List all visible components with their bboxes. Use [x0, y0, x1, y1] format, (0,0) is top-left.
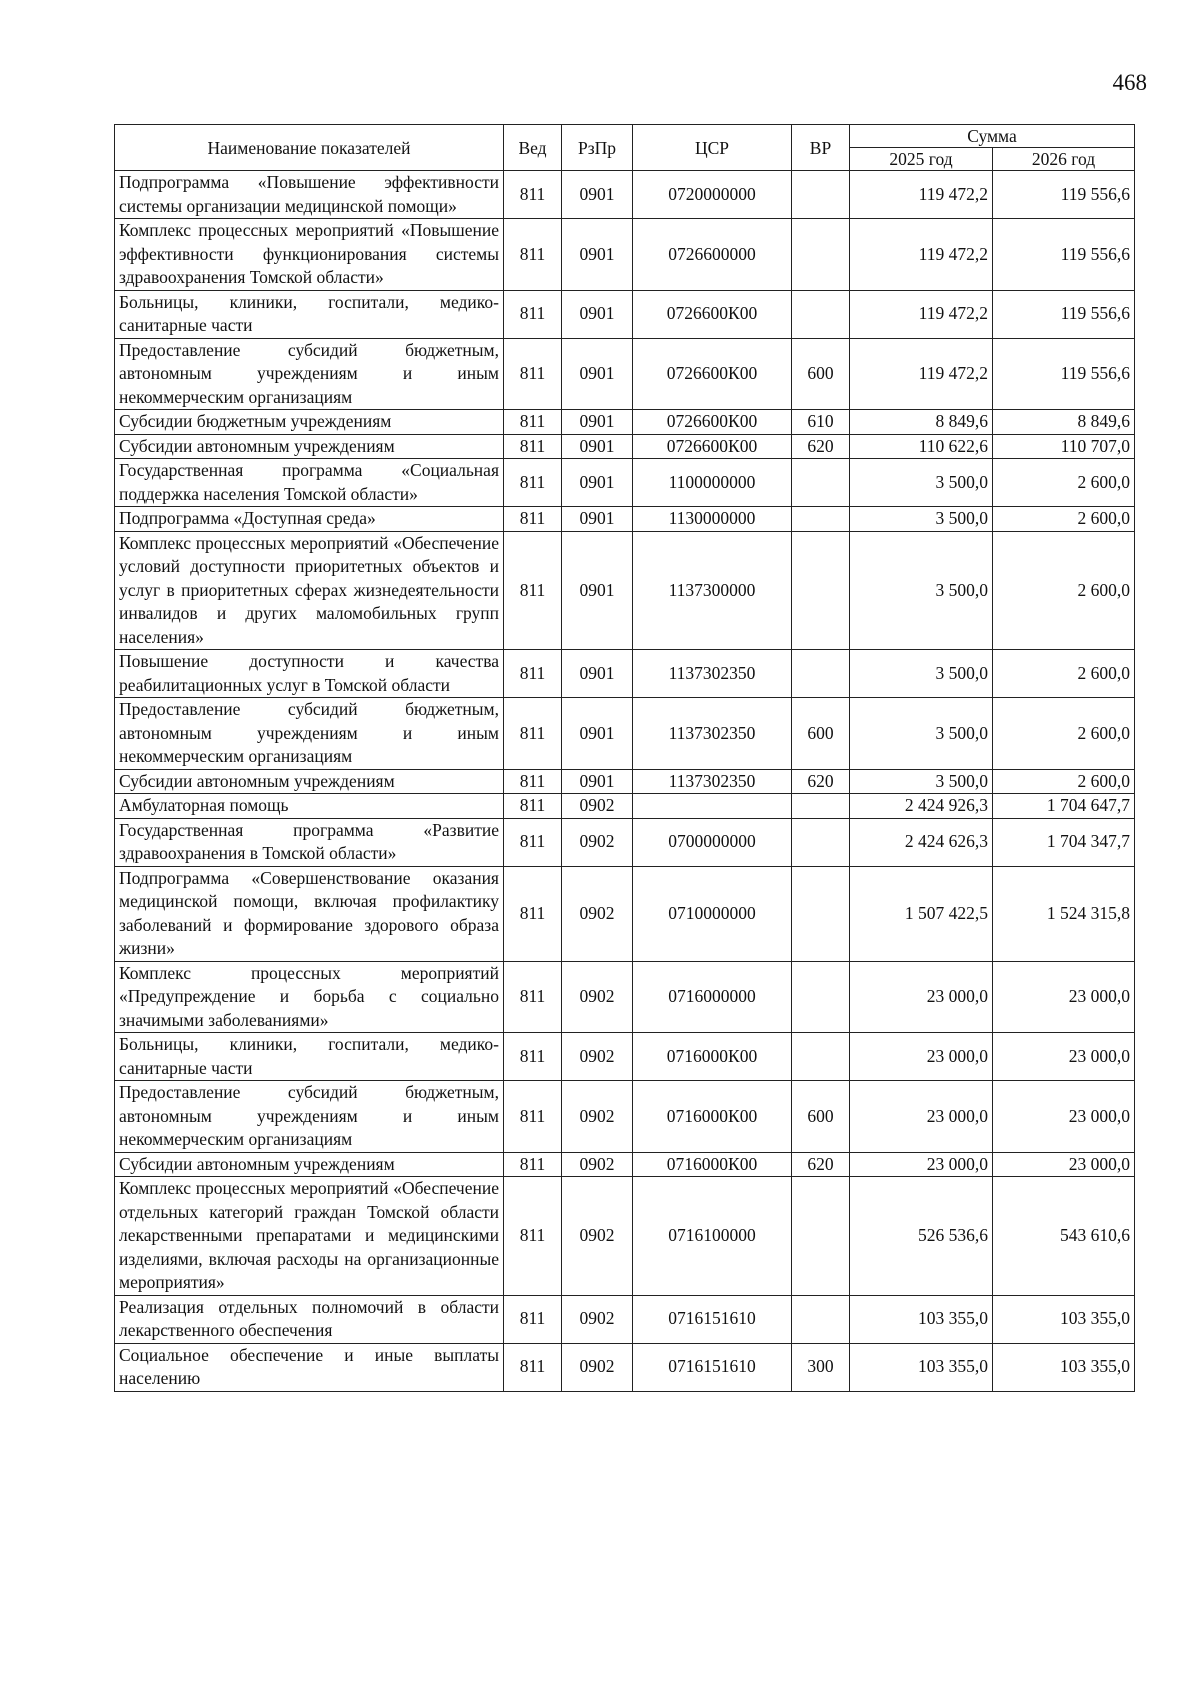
cell-rzpr: 0902	[562, 1295, 633, 1343]
cell-rzpr: 0901	[562, 531, 633, 650]
cell-name: Комплекс процессных мероприятий «Повышение эффективности функционирования системы здравоохранения Томской области»	[115, 219, 504, 291]
budget-table	[114, 124, 1135, 1392]
cell-sum-2026: 119 556,6	[993, 219, 1135, 291]
cell-vr	[792, 818, 850, 866]
cell-csr: 0716000К00	[633, 1152, 792, 1177]
table-row	[115, 507, 1135, 532]
cell-sum-2025: 119 472,2	[850, 290, 993, 338]
cell-rzpr: 0901	[562, 434, 633, 459]
cell-csr: 0716100000	[633, 1177, 792, 1296]
cell-ved: 811	[504, 650, 562, 698]
cell-vr	[792, 650, 850, 698]
cell-csr: 0720000000	[633, 171, 792, 219]
cell-name: Подпрограмма «Повышение эффективности системы организации медицинской помощи»	[115, 171, 504, 219]
cell-ved: 811	[504, 338, 562, 410]
cell-vr	[792, 961, 850, 1033]
cell-ved: 811	[504, 531, 562, 650]
cell-sum-2025: 110 622,6	[850, 434, 993, 459]
cell-sum-2026: 2 600,0	[993, 507, 1135, 532]
table-row	[115, 1033, 1135, 1081]
cell-name: Комплекс процессных мероприятий «Предупреждение и борьба с социально значимыми заболеваниями»	[115, 961, 504, 1033]
cell-rzpr: 0901	[562, 338, 633, 410]
cell-vr: 600	[792, 1081, 850, 1153]
cell-sum-2026: 23 000,0	[993, 1152, 1135, 1177]
cell-rzpr: 0902	[562, 1081, 633, 1153]
cell-sum-2026: 103 355,0	[993, 1343, 1135, 1391]
cell-vr: 600	[792, 338, 850, 410]
table-header	[115, 125, 1135, 171]
header-vr: ВР	[792, 125, 850, 171]
table-row	[115, 434, 1135, 459]
cell-rzpr: 0901	[562, 459, 633, 507]
cell-name: Субсидии автономным учреждениям	[115, 1152, 504, 1177]
cell-ved: 811	[504, 290, 562, 338]
cell-sum-2026: 119 556,6	[993, 338, 1135, 410]
cell-csr: 0726600000	[633, 219, 792, 291]
cell-vr	[792, 794, 850, 819]
cell-vr: 600	[792, 698, 850, 770]
cell-vr: 620	[792, 769, 850, 794]
cell-rzpr: 0902	[562, 1177, 633, 1296]
table-row	[115, 961, 1135, 1033]
cell-name: Подпрограмма «Доступная среда»	[115, 507, 504, 532]
cell-rzpr: 0902	[562, 866, 633, 961]
cell-ved: 811	[504, 219, 562, 291]
cell-sum-2025: 23 000,0	[850, 1152, 993, 1177]
cell-sum-2026: 2 600,0	[993, 459, 1135, 507]
cell-sum-2026: 2 600,0	[993, 531, 1135, 650]
cell-sum-2026: 23 000,0	[993, 1033, 1135, 1081]
table-row	[115, 171, 1135, 219]
cell-sum-2026: 23 000,0	[993, 961, 1135, 1033]
cell-vr	[792, 459, 850, 507]
cell-name: Комплекс процессных мероприятий «Обеспечение условий доступности приоритетных объектов и услуг в приоритетных сферах жизнедеятельности инвалидов и других маломобильных групп населения»	[115, 531, 504, 650]
table-row	[115, 769, 1135, 794]
cell-sum-2025: 23 000,0	[850, 961, 993, 1033]
cell-rzpr: 0902	[562, 794, 633, 819]
cell-csr: 0726600К00	[633, 290, 792, 338]
cell-rzpr: 0901	[562, 219, 633, 291]
cell-csr: 1137302350	[633, 698, 792, 770]
cell-vr: 620	[792, 1152, 850, 1177]
table-row	[115, 410, 1135, 435]
cell-vr	[792, 219, 850, 291]
table-row	[115, 459, 1135, 507]
cell-name: Предоставление субсидий бюджетным, автономным учреждениям и иным некоммерческим организациям	[115, 1081, 504, 1153]
header-csr: ЦСР	[633, 125, 792, 171]
table-row	[115, 219, 1135, 291]
cell-sum-2026: 2 600,0	[993, 698, 1135, 770]
header-rzpr: РзПр	[562, 125, 633, 171]
cell-csr: 1137300000	[633, 531, 792, 650]
cell-rzpr: 0901	[562, 290, 633, 338]
table-row	[115, 1295, 1135, 1343]
cell-rzpr: 0901	[562, 410, 633, 435]
cell-rzpr: 0901	[562, 769, 633, 794]
table-row	[115, 866, 1135, 961]
cell-sum-2026: 119 556,6	[993, 290, 1135, 338]
cell-name: Государственная программа «Развитие здравоохранения в Томской области»	[115, 818, 504, 866]
cell-ved: 811	[504, 961, 562, 1033]
cell-ved: 811	[504, 434, 562, 459]
cell-rzpr: 0901	[562, 171, 633, 219]
cell-sum-2025: 119 472,2	[850, 338, 993, 410]
cell-rzpr: 0902	[562, 1033, 633, 1081]
table-row	[115, 338, 1135, 410]
cell-sum-2025: 3 500,0	[850, 507, 993, 532]
cell-sum-2025: 3 500,0	[850, 459, 993, 507]
cell-sum-2026: 2 600,0	[993, 769, 1135, 794]
cell-csr: 1137302350	[633, 650, 792, 698]
table-row	[115, 1152, 1135, 1177]
cell-name: Предоставление субсидий бюджетным, автономным учреждениям и иным некоммерческим организациям	[115, 698, 504, 770]
cell-csr: 0710000000	[633, 866, 792, 961]
cell-csr: 1130000000	[633, 507, 792, 532]
cell-rzpr: 0901	[562, 507, 633, 532]
cell-rzpr: 0902	[562, 961, 633, 1033]
page-number: 468	[1112, 70, 1147, 95]
cell-sum-2026: 103 355,0	[993, 1295, 1135, 1343]
cell-sum-2026: 2 600,0	[993, 650, 1135, 698]
cell-sum-2025: 8 849,6	[850, 410, 993, 435]
table-row	[115, 1081, 1135, 1153]
cell-name: Государственная программа «Социальная поддержка населения Томской области»	[115, 459, 504, 507]
cell-csr: 1137302350	[633, 769, 792, 794]
cell-rzpr: 0902	[562, 818, 633, 866]
cell-vr	[792, 171, 850, 219]
cell-ved: 811	[504, 866, 562, 961]
cell-ved: 811	[504, 410, 562, 435]
cell-ved: 811	[504, 1081, 562, 1153]
cell-vr: 610	[792, 410, 850, 435]
cell-csr	[633, 794, 792, 819]
cell-ved: 811	[504, 698, 562, 770]
header-year-2025: 2025 год	[850, 148, 993, 171]
cell-sum-2025: 23 000,0	[850, 1033, 993, 1081]
cell-vr	[792, 866, 850, 961]
table-row	[115, 794, 1135, 819]
header-name: Наименование показателей	[115, 125, 504, 171]
cell-name: Больницы, клиники, госпитали, медико-санитарные части	[115, 1033, 504, 1081]
cell-ved: 811	[504, 818, 562, 866]
table-body	[115, 171, 1135, 1392]
cell-csr: 0716000000	[633, 961, 792, 1033]
cell-sum-2026: 1 524 315,8	[993, 866, 1135, 961]
table-row	[115, 290, 1135, 338]
cell-name: Комплекс процессных мероприятий «Обеспечение отдельных категорий граждан Томской области лекарственными препаратами и медицинскими изделиями, включая расходы на организационные мероприятия»	[115, 1177, 504, 1296]
cell-name: Больницы, клиники, госпитали, медико-санитарные части	[115, 290, 504, 338]
cell-csr: 0716151610	[633, 1295, 792, 1343]
cell-vr	[792, 1295, 850, 1343]
cell-ved: 811	[504, 1295, 562, 1343]
cell-name: Амбулаторная помощь	[115, 794, 504, 819]
cell-csr: 0726600К00	[633, 410, 792, 435]
cell-vr	[792, 1033, 850, 1081]
cell-sum-2026: 119 556,6	[993, 171, 1135, 219]
cell-name: Субсидии бюджетным учреждениям	[115, 410, 504, 435]
cell-name: Субсидии автономным учреждениям	[115, 769, 504, 794]
table-row	[115, 1177, 1135, 1296]
cell-sum-2025: 103 355,0	[850, 1295, 993, 1343]
cell-vr: 300	[792, 1343, 850, 1391]
cell-name: Предоставление субсидий бюджетным, автономным учреждениям и иным некоммерческим организациям	[115, 338, 504, 410]
cell-name: Повышение доступности и качества реабилитационных услуг в Томской области	[115, 650, 504, 698]
cell-sum-2025: 526 536,6	[850, 1177, 993, 1296]
table-row	[115, 1343, 1135, 1391]
cell-vr	[792, 1177, 850, 1296]
cell-sum-2025: 1 507 422,5	[850, 866, 993, 961]
header-year-2026: 2026 год	[993, 148, 1135, 171]
cell-sum-2026: 1 704 647,7	[993, 794, 1135, 819]
cell-sum-2025: 3 500,0	[850, 531, 993, 650]
table-row	[115, 650, 1135, 698]
cell-rzpr: 0902	[562, 1152, 633, 1177]
cell-csr: 0716000К00	[633, 1081, 792, 1153]
cell-csr: 1100000000	[633, 459, 792, 507]
cell-vr	[792, 507, 850, 532]
cell-name: Социальное обеспечение и иные выплаты населению	[115, 1343, 504, 1391]
cell-sum-2025: 3 500,0	[850, 650, 993, 698]
cell-sum-2025: 119 472,2	[850, 171, 993, 219]
cell-sum-2025: 2 424 926,3	[850, 794, 993, 819]
header-ved: Вед	[504, 125, 562, 171]
cell-ved: 811	[504, 171, 562, 219]
cell-ved: 811	[504, 1177, 562, 1296]
cell-ved: 811	[504, 1152, 562, 1177]
cell-rzpr: 0901	[562, 698, 633, 770]
cell-sum-2026: 543 610,6	[993, 1177, 1135, 1296]
cell-csr: 0726600К00	[633, 338, 792, 410]
cell-sum-2026: 110 707,0	[993, 434, 1135, 459]
cell-ved: 811	[504, 459, 562, 507]
cell-sum-2026: 1 704 347,7	[993, 818, 1135, 866]
cell-name: Реализация отдельных полномочий в области лекарственного обеспечения	[115, 1295, 504, 1343]
cell-rzpr: 0902	[562, 1343, 633, 1391]
cell-sum-2025: 103 355,0	[850, 1343, 993, 1391]
cell-sum-2025: 3 500,0	[850, 769, 993, 794]
cell-vr: 620	[792, 434, 850, 459]
cell-sum-2025: 119 472,2	[850, 219, 993, 291]
cell-ved: 811	[504, 1033, 562, 1081]
cell-rzpr: 0901	[562, 650, 633, 698]
cell-csr: 0716000К00	[633, 1033, 792, 1081]
cell-ved: 811	[504, 769, 562, 794]
table-row	[115, 818, 1135, 866]
cell-name: Субсидии автономным учреждениям	[115, 434, 504, 459]
cell-csr: 0700000000	[633, 818, 792, 866]
cell-sum-2025: 3 500,0	[850, 698, 993, 770]
cell-sum-2026: 23 000,0	[993, 1081, 1135, 1153]
cell-sum-2025: 23 000,0	[850, 1081, 993, 1153]
table-row	[115, 531, 1135, 650]
cell-ved: 811	[504, 1343, 562, 1391]
header-sum: Сумма	[850, 125, 1135, 148]
table-row	[115, 698, 1135, 770]
cell-csr: 0726600К00	[633, 434, 792, 459]
cell-vr	[792, 531, 850, 650]
cell-name: Подпрограмма «Совершенствование оказания медицинской помощи, включая профилактику заболеваний и формирование здорового образа жизни»	[115, 866, 504, 961]
cell-ved: 811	[504, 507, 562, 532]
cell-sum-2026: 8 849,6	[993, 410, 1135, 435]
cell-csr: 0716151610	[633, 1343, 792, 1391]
cell-sum-2025: 2 424 626,3	[850, 818, 993, 866]
cell-ved: 811	[504, 794, 562, 819]
cell-vr	[792, 290, 850, 338]
